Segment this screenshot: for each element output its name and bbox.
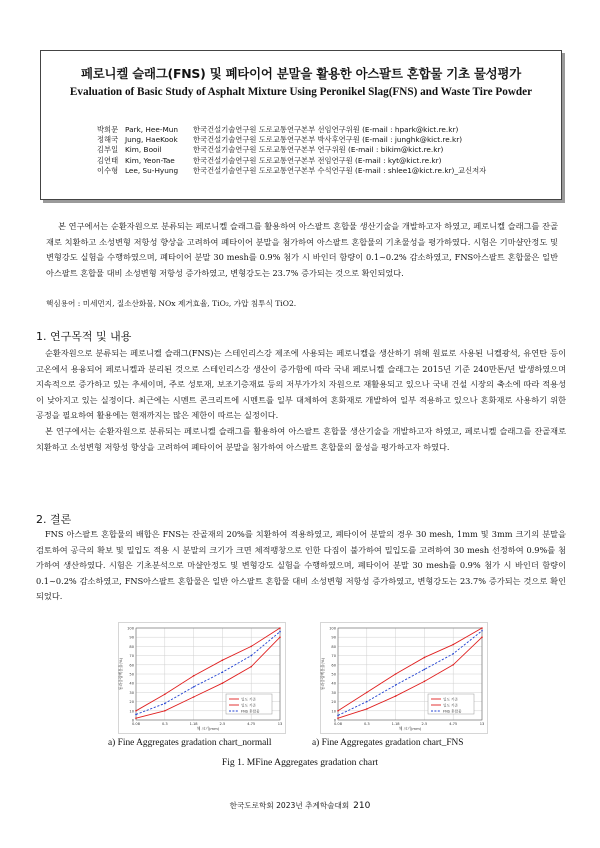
author-affiliation: 한국건설기술연구원 도로교통연구본부 박사후연구원 (E-mail : junghk@kict.re.kr) [193, 135, 463, 145]
data-point [366, 692, 368, 694]
y-tick-label: 50 [129, 672, 134, 677]
author-affiliation: 한국건설기술연구원 도로교통연구본부 전임연구원 (E-mail : kyt@kict.re.kr) [193, 155, 442, 165]
author-name-en: Kim, Booil [125, 145, 162, 155]
data-point [395, 673, 397, 675]
section-body-conclusion [36, 527, 566, 605]
data-point [279, 627, 281, 629]
author-name-en: Kim, Yeon-Tae [125, 155, 175, 165]
data-point [366, 708, 368, 710]
y-tick-label: 30 [129, 690, 134, 695]
data-point [395, 684, 397, 686]
paragraph: FNS 아스팔트 혼합물의 배합은 FNS는 잔골재의 20%를 치환하여 적용하였고, 폐타이어 분말의 경우 30 mesh, 1mm 및 3mm 크기의 분말을 검토하여 공극의 확보 및 밀입도 적용 시 분말의 크기가 크면 체적팽창으로 인한 다짐이 불가하여 밀입도를 고려하여 30 mesh 선정하여 0.9%를 첨가하여 생산하였다. 시험은 기초분석으로 마샬안정도 및 변형강도 실험을 수행하였으며, 폐타이어 분말 30 mesh를 0.9% 첨가 시 바인더 함량이 0.1~0.2% 감소하였고, FNS아스팔트 혼합물은 일반 아스팔트 혼합물 대비 소성변형 저항성 증가하였고, 변형강도는 23.7% 증가되는 것으로 확인되었다. [36, 529, 566, 602]
data-point [135, 710, 137, 712]
y-tick-label: 0 [333, 718, 336, 723]
author-name-en: Park, Hee-Mun [125, 125, 179, 134]
keywords: 핵심용어 : 미세먼지, 질소산화물, NOx 제거효율, TiO₂, 가압 침투식 TiO2. [46, 299, 297, 308]
paragraph: 본 연구에서는 순환자원으로 분류되는 페로니켈 슬래그를 활용하여 아스팔트 혼합물 생산기술을 개발하고자 하였고, 페로니켈 슬래그를 잔골재로 치환하고 소성변형 저항성 향상을 고려하여 폐타이어 분말을 첨가하여 아스팔트 혼합물의 물성을 평가하고자 하였다. [36, 425, 566, 452]
figure-caption: Fig 1. MFine Aggregates gradation chart [221, 757, 379, 768]
author-affiliation: 한국건설기술연구원 도로교통연구본부 연구위원 (E-mail : bikim@kict.re.kr) [193, 145, 444, 155]
data-point [452, 644, 454, 646]
x-tick-label: 4.75 [449, 722, 458, 726]
title-box [40, 50, 562, 200]
y-tick-label: 90 [331, 635, 336, 640]
legend-label: 입도 기준 [443, 703, 459, 708]
author-row [97, 125, 486, 135]
author-name-ko: 김연태 [97, 155, 119, 165]
data-point [135, 714, 137, 716]
y-tick-label: 80 [331, 644, 336, 649]
y-tick-label: 10 [331, 709, 336, 714]
subfigure-caption-fns: a) Fine Aggregates gradation chart_FNS [312, 738, 464, 748]
data-point [337, 715, 339, 717]
section-heading-conclusion: 2. 결론 [36, 513, 72, 526]
data-point [452, 664, 454, 666]
x-tick-label: 4.75 [247, 722, 256, 726]
data-point [250, 666, 252, 668]
y-tick-label: 0 [131, 718, 134, 723]
paragraph: 순환자원으로 분류되는 페로니켈 슬래그(FNS)는 스테인리스강 제조에 사용되는 페로니켈을 생산하기 위해 원료로 사용된 니켈광석, 유연탄 등이 고온에서 용융되어 페로니켈과 분리된 것으로 스테인리스강 생산이 증가함에 따라 국내 페로니켈 슬래그는 2015년 기준 240만톤/년 발생하였으며 지속적으로 증가하고 있는 추세이며, 주로 성토재, 보조기층재료 등의 저부가가치 자원으로 재활용되고 있으나 국내 건설 시장의 축소에 따라 적용성이 낮아지고 있는 실정이다. 최근에는 시멘트 콘크리트에 시멘트를 일부 대체하여 혼화재로 개발하여 일부 적용하고 있으나 혼화재로 사용하기 위한 공정을 필요하여 활용에는 현재까지는 많은 제한이 따르는 실정이다. [36, 348, 566, 421]
x-tick-label: 0.08 [131, 722, 141, 726]
data-point [481, 627, 483, 629]
y-tick-label: 80 [129, 644, 134, 649]
x-tick-label: 1.18 [189, 722, 198, 726]
data-point [193, 686, 195, 688]
data-point [164, 703, 166, 705]
data-point [424, 669, 426, 671]
author-name-ko: 박희문 [97, 125, 119, 134]
x-tick-label: 0.3 [363, 722, 370, 726]
author-name-ko: 이수형 [97, 165, 119, 175]
data-point [481, 636, 483, 638]
y-tick-label: 40 [331, 681, 336, 686]
page-number: 210 [353, 801, 371, 811]
data-point [337, 717, 339, 719]
x-tick-label: 0.08 [333, 722, 343, 726]
x-axis-label: 체 크기(mm) [196, 726, 220, 731]
author-row [97, 145, 486, 155]
data-point [279, 636, 281, 638]
author-list [97, 125, 486, 176]
y-tick-label: 50 [331, 672, 336, 677]
x-tick-label: 1.18 [391, 722, 400, 726]
x-tick-label: 2.5 [421, 722, 428, 726]
y-tick-label: 30 [331, 690, 336, 695]
data-point [164, 693, 166, 695]
data-point [279, 631, 281, 633]
x-tick-label: 0.3 [161, 722, 168, 726]
legend-label: FNS 혼합물 [443, 709, 462, 714]
gradation-chart-normal [118, 622, 286, 734]
data-point [222, 659, 224, 661]
author-row [97, 135, 486, 145]
y-tick-label: 60 [129, 663, 134, 668]
y-tick-label: 70 [331, 654, 336, 659]
legend-label: FNS 혼합물 [241, 709, 260, 714]
data-point [193, 696, 195, 698]
legend-label: 입도 기준 [241, 697, 257, 702]
author-name-en: Jung, HaeKook [125, 135, 178, 145]
data-point [193, 675, 195, 677]
data-point [250, 655, 252, 657]
title-korean: 페로니켈 슬래그(FNS) 및 폐타이어 분말을 활용한 아스팔트 혼합물 기초 물성평가 [81, 66, 521, 81]
data-point [222, 671, 224, 673]
y-tick-label: 90 [129, 635, 134, 640]
page-footer [0, 800, 600, 811]
data-point [395, 695, 397, 697]
x-tick-label: 13 [479, 722, 485, 726]
author-row [97, 156, 486, 166]
y-tick-label: 10 [129, 709, 134, 714]
data-point [424, 681, 426, 683]
abstract-text: 본 연구에서는 순환자원으로 분류되는 페로니켈 슬래그를 활용하여 아스팔트 혼합물 생산기술을 개발하고자 하였고, 페로니켈 슬래그를 잔골재로 치환하고 소성변형 저항성 향상을 고려하여 폐타이어 분말을 첨가하여 아스팔트 혼합물의 기초물성을 평가하였다. 시험은 기마샬안정도 및 변형강도 실험을 수행하였으며, 폐타이어 분말 30 mesh를 0.9% 첨가 시 바인더 함량이 0.1~0.2% 감소하였고, FNS아스팔트 혼합물은 일반 아스팔트 혼합물 대비 소성변형 저항성 증가하였고, 변형강도는 23.7% 증가되는 것으로 확인되었다. [46, 221, 558, 278]
y-tick-label: 70 [129, 654, 134, 659]
author-affiliation: 한국건설기술연구원 도로교통연구본부 수석연구원 (E-mail : shlee1@kict.re.kr)_교신저자 [193, 165, 487, 175]
y-axis-label: 통과중량백분율(%) [118, 657, 123, 691]
legend-label: 입도 기준 [443, 697, 459, 702]
conference-name: 한국도로학회 2023년 추계학술대회 [229, 801, 350, 810]
y-tick-label: 40 [129, 681, 134, 686]
x-tick-label: 13 [277, 722, 283, 726]
title-english: Evaluation of Basic Study of Asphalt Mixture Using Peronikel Slag(FNS) and Waste Tire Powder [69, 86, 533, 98]
data-point [337, 710, 339, 712]
x-tick-label: 2.5 [219, 722, 226, 726]
author-row [97, 166, 486, 176]
y-tick-label: 20 [331, 700, 336, 705]
y-tick-label: 20 [129, 700, 134, 705]
y-tick-label: 60 [331, 663, 336, 668]
y-tick-label: 100 [329, 626, 336, 631]
subfigure-caption-normal: a) Fine Aggregates gradation chart_normall [108, 738, 272, 748]
author-name-en: Lee, Su-Hyung [125, 165, 179, 175]
data-point [222, 682, 224, 684]
data-point [366, 701, 368, 703]
author-name-ko: 김부일 [97, 145, 119, 155]
y-axis-label: 통과중량백분율(%) [320, 657, 325, 691]
author-name-ko: 정해국 [97, 135, 119, 145]
data-point [452, 653, 454, 655]
x-axis-label: 체 크기(mm) [398, 726, 422, 731]
data-point [424, 657, 426, 659]
data-point [250, 646, 252, 648]
data-point [481, 630, 483, 632]
section-heading-purpose: 1. 연구목적 및 내용 [36, 330, 132, 343]
data-point [164, 710, 166, 712]
data-point [135, 717, 137, 719]
section-body-purpose [36, 346, 566, 455]
y-tick-label: 100 [127, 626, 134, 631]
legend-label: 입도 기준 [241, 703, 257, 708]
abstract [46, 219, 558, 281]
author-affiliation: 한국건설기술연구원 도로교통연구본부 선임연구위원 (E-mail : hpark@kict.re.kr) [193, 125, 459, 134]
chart-frame [119, 623, 286, 734]
gradation-chart-fns [320, 622, 488, 734]
